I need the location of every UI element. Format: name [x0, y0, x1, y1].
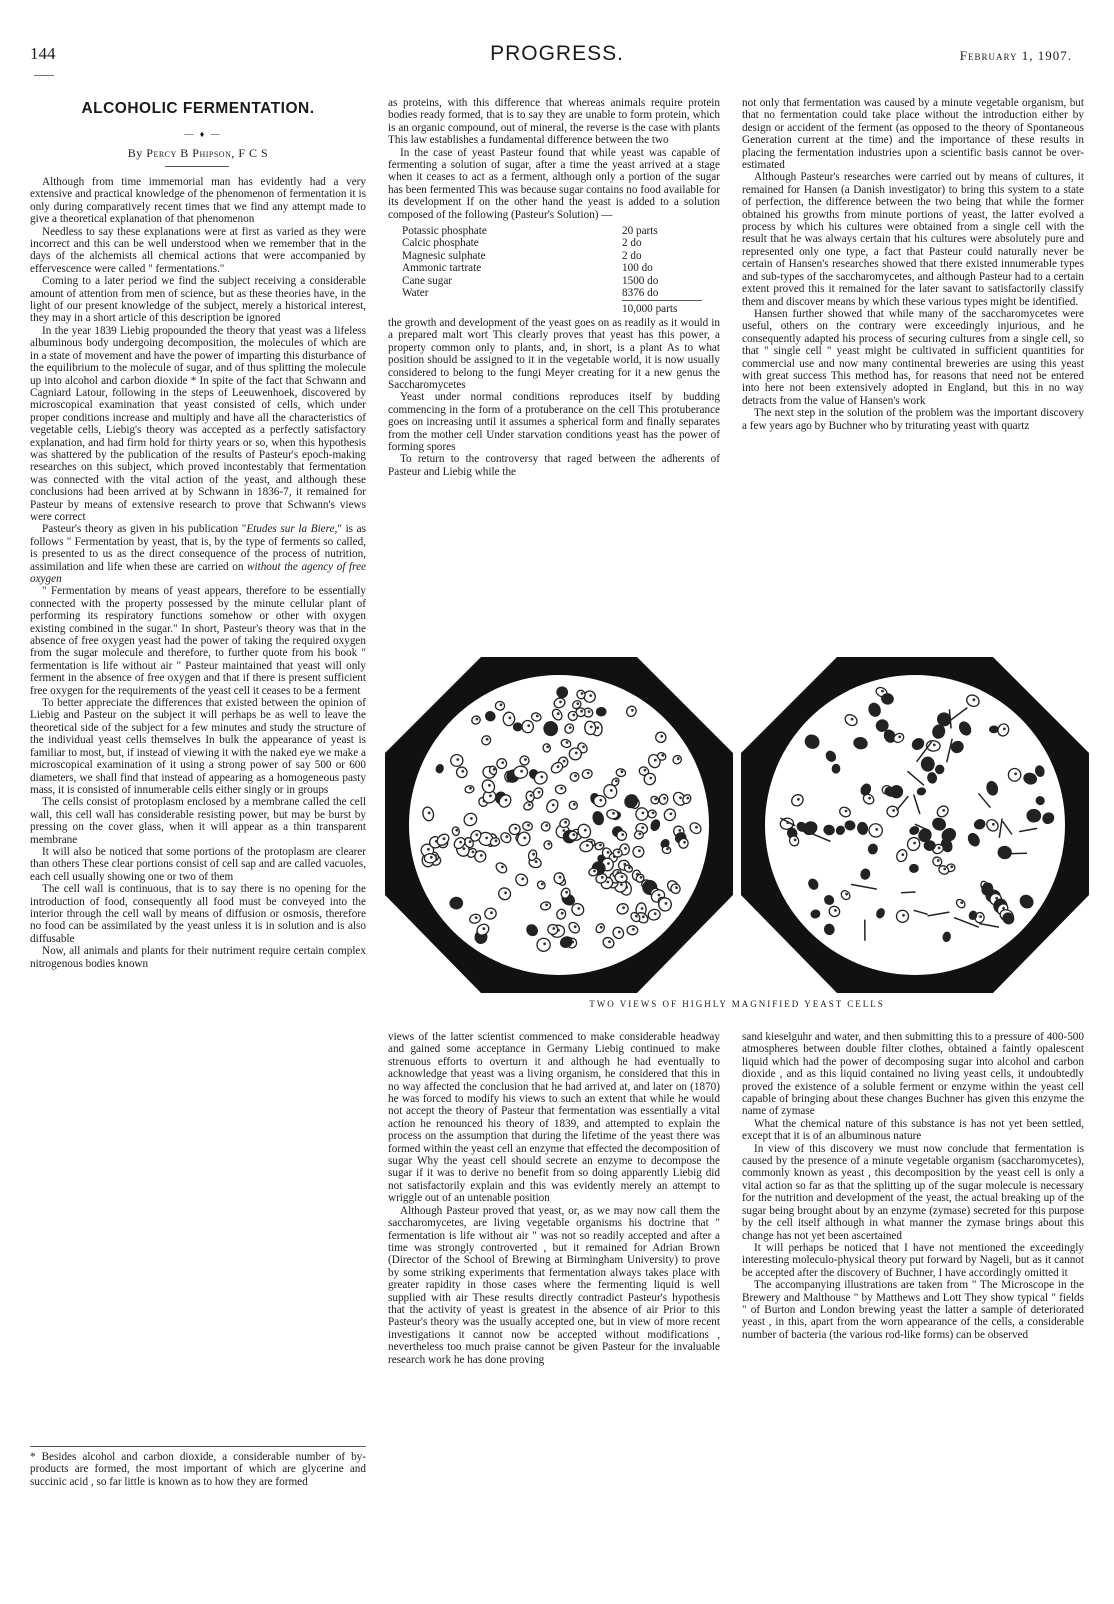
cell-vacuole [504, 891, 507, 894]
cell-vacuole [639, 833, 642, 836]
solution-row: Ammonic tartrate 100 do [402, 262, 653, 275]
solution-row: Magnesic sulphate 2 do [402, 249, 642, 262]
cell-vacuole [552, 804, 555, 807]
cell-vacuole [564, 821, 567, 824]
column-2-bottom [388, 1031, 720, 1366]
cell-vacuole [501, 761, 504, 764]
footnote-rule [30, 1446, 366, 1447]
cell-vacuole [581, 692, 584, 695]
cell-vacuole [540, 776, 543, 779]
cell-vacuole [455, 829, 458, 832]
cell-vacuole [845, 810, 848, 813]
cell-vacuole [695, 826, 698, 829]
cell-vacuole [475, 833, 478, 836]
cell-vacuole [628, 866, 631, 869]
pasteur-solution-table [402, 225, 702, 315]
cell-vacuole [501, 866, 504, 869]
cell-vacuole [635, 915, 638, 918]
cell-vacuole [572, 833, 575, 836]
cell-vacuole [509, 717, 512, 720]
cell-vacuole [661, 754, 664, 757]
cell-vacuole [476, 718, 479, 721]
cell-vacuole [552, 927, 555, 930]
cell-vacuole [679, 796, 682, 799]
column-3-bottom [742, 1031, 1084, 1341]
cell-vacuole [574, 775, 577, 778]
cell-vacuole [621, 875, 624, 878]
cell-vacuole [566, 741, 569, 744]
cell-vacuole [649, 777, 652, 780]
cell-vacuole [572, 714, 575, 717]
cell-vacuole [599, 799, 602, 802]
paragraph: Although from time immemorial man has evidently had a very extensive and practical knowledge of the phenomenon of fermentation it is only during comparatively recent times that we find any attempt made to give a theoretical explanation of that phenomenon [30, 176, 366, 226]
cell-vacuole [610, 789, 613, 792]
cell-vacuole [797, 798, 800, 801]
yeast-cell [555, 785, 565, 794]
cell-vacuole [881, 690, 884, 693]
cell-vacuole [538, 791, 541, 794]
cell-vacuole [612, 812, 615, 815]
cell-vacuole [443, 837, 446, 840]
paragraph: Yeast under normal conditions reproduces itself by budding commencing in the form of a protuberance on the cell This protuberance goes on increasing until it assumes a spherical form and finally separates from the mother cell Under starvation conditions yeast has the power of forming spores [388, 391, 720, 453]
yeast-cell [613, 849, 622, 857]
cell-vacuole [621, 770, 624, 773]
cell-vacuole [560, 787, 563, 790]
cell-vacuole [470, 817, 473, 820]
paragraph: The accompanying illustrations are taken from " The Microscope in the Brewery and Malthouse " by Matthews and Lott They show typical " fields " of Burton and London brewing yeast the latter a sample of deteriorated yeast , in this, apart from the worn appearance of the cells, a considerable number of bacteria (the various rod-like forms) can be observed [742, 1279, 1084, 1341]
title-ornament: — ♦ — [184, 129, 222, 139]
cell-vacuole [686, 797, 689, 800]
cell-vacuole [618, 931, 621, 934]
cell-vacuole [638, 849, 641, 852]
cell-vacuole [913, 842, 916, 845]
cell-vacuole [622, 906, 625, 909]
cell-vacuole [608, 940, 611, 943]
yeast-cell [635, 807, 648, 821]
cell-vacuole [563, 760, 566, 763]
paragraph: not only that fermentation was caused by a minute vegetable organism, but that no fermentation could take place without the introduction either by design or accident of the ferment (as opposed to the theory of Spontaneous Generation current at the time) and the importance of these results in placing the fermentation industries upon a scientific basis cannot be over-estimated [742, 97, 1084, 172]
cell-vacuole [469, 787, 472, 790]
cell-vacuole [660, 735, 663, 738]
cell-vacuole [427, 848, 430, 851]
cell-vacuole [683, 841, 686, 844]
cell-vacuole [587, 772, 590, 775]
cell-vacuole [527, 824, 530, 827]
cell-vacuole [677, 757, 680, 760]
cell-vacuole [565, 891, 568, 894]
cell-vacuole [663, 797, 666, 800]
yeast-cell [671, 884, 681, 894]
cell-vacuole [902, 914, 905, 917]
yeast-cell [526, 791, 535, 802]
paragraph: Now, all animals and plants for their nutriment require certain complex nitrogenous bodies known [30, 945, 366, 970]
cell-vacuole [559, 701, 562, 704]
cell-vacuole [875, 828, 878, 831]
yeast-figure [381, 655, 1093, 995]
paragraph: Coming to a later period we find the subject receiving a considerable amount of attention from men of science, but as these theories have, in the light of our present knowledge of the subject, merely a historical interest, they may in a short article of this description be ignored [30, 275, 366, 325]
paragraph: Needless to say these explanations were at first as varied as they were incorrect and this can be well understood when we remember that in the days of the alchemists all chemical actions that were accompanied by effervescence were called " fermentations." [30, 225, 366, 275]
paragraph: Although Pasteur's researches were carried out by means of cultures, it remained for Hansen (a Danish investigator) to bring this system to a state of perfection, the difference between the two being that while the former obtained his growths from minute portions of yeast, the latter evolved a process by which his cultures were obtained from a single cell with the result that he was always certain that his cultures were absolutely pure and represented only one type, a fact that Pasteur could naturally never be certain of Hansen's researches showed that there existed innumerable types and sub-types of the saccharomycetes, and although Pasteur had to a certain extent proved this it remained for the later savant to satisfactorily classify them and discover means by which these various types might be identified. [742, 171, 1084, 308]
cell-vacuole [586, 844, 589, 847]
cell-vacuole [582, 746, 585, 749]
cell-vacuole [621, 833, 624, 836]
cell-vacuole [536, 715, 539, 718]
page-header [0, 0, 1114, 80]
cell-vacuole [1002, 907, 1005, 910]
cell-vacuole [588, 710, 591, 713]
byline [30, 146, 366, 161]
cell-vacuole [631, 709, 634, 712]
issue-date: February 1, 1907. [959, 48, 1072, 63]
paragraph: sand kieselguhr and water, and then submitting this to a pressure of 400-500 atmospheres between double filter clothes, obtained a faintly opalescent liquid which had the power of decomposing sugar into alcohol and carbon dioxide , and as this liquid contained no living yeast cells, it undoubtedly proved the existence of a soluble ferment or enzyme within the yeast cell capable of bringing about these changes Buchner has given this enzyme the name of zymase [742, 1031, 1084, 1118]
cell-vacuole [589, 694, 592, 697]
page-number: 144 [30, 44, 56, 63]
cell-vacuole [559, 876, 562, 879]
cell-vacuole [607, 862, 610, 865]
yeast-cell [634, 831, 643, 840]
cell-vacuole [654, 912, 657, 915]
cell-vacuole [593, 870, 596, 873]
yeast-illustration [381, 655, 1093, 995]
yeast-cell [542, 743, 551, 752]
cell-vacuole [642, 812, 645, 815]
yeast-cell [881, 693, 893, 704]
footnote: * Besides alcohol and carbon dioxide, a considerable number of by-products are formed, the most important of which are glycerine and succinic acid , so far little is known as to how they are formed [30, 1451, 366, 1488]
author-name: Percy B Phipson, F C S [146, 146, 269, 160]
bacteria-rod [901, 892, 916, 893]
yeast-cell [495, 701, 505, 710]
cell-vacuole [562, 829, 565, 832]
cell-vacuole [943, 868, 946, 871]
cell-vacuole [541, 883, 544, 886]
cell-vacuole [642, 915, 645, 918]
cell-vacuole [514, 827, 517, 830]
solution-total: 10,000 parts [402, 300, 702, 315]
cell-vacuole [546, 746, 549, 749]
cell-vacuole [652, 812, 655, 815]
paragraph: The cell wall is continuous, that is to say there is no opening for the introduction of food, consequently all food must be conveyed into the interior through the cell wall by means of diffusion or osmosis, therefore no food can be assimilated by the yeast unless it is in solution and is also diffusable [30, 883, 366, 945]
paragraph: The cells consist of protoplasm enclosed by a membrane called the cell wall, this cell wall has considerable resisting power, but may be burst by pressing on the cover glass, when it will appear as a thin transparent membrane [30, 796, 366, 846]
cell-vacuole [600, 926, 603, 929]
cell-vacuole [577, 907, 580, 910]
cell-vacuole [548, 843, 551, 846]
cell-vacuole [641, 907, 644, 910]
cell-vacuole [640, 876, 643, 879]
cell-vacuole [892, 809, 895, 812]
paragraph: The next step in the solution of the problem was the important discovery a few years ago by Buchner who by triturating yeast with quartz [742, 407, 1084, 432]
cell-vacuole [670, 812, 673, 815]
paragraph: It will perhaps be noticed that I have not mentioned the exceedingly interesting moleculo-physical theory put forward by Nageli, but as it cannot be accepted after the discovery of Buchner, I have accordingly omitted it [742, 1241, 1084, 1279]
cell-vacuole [632, 928, 635, 931]
cell-vacuole [486, 738, 489, 741]
cell-vacuole [524, 758, 527, 761]
yeast-cell [921, 757, 935, 772]
cell-vacuole [561, 912, 564, 915]
yeast-cell [513, 723, 521, 731]
yeast-cell [832, 764, 840, 773]
cell-vacuole [599, 844, 602, 847]
cell-vacuole [950, 865, 953, 868]
yeast-cell [1027, 809, 1041, 823]
cell-vacuole [532, 853, 535, 856]
cell-vacuole [584, 829, 587, 832]
cell-vacuole [505, 799, 508, 802]
cell-vacuole [933, 744, 936, 747]
cell-vacuole [590, 726, 593, 729]
cell-vacuole [942, 809, 945, 812]
cell-vacuole [898, 736, 901, 739]
cell-vacuole [576, 702, 579, 705]
cell-vacuole [430, 856, 433, 859]
quote-pre: Pasteur's theory as given in his publication " [42, 523, 247, 536]
cell-vacuole [493, 768, 496, 771]
solution-row: Potassic phosphate 20 parts [402, 225, 658, 238]
cell-vacuole [615, 780, 618, 783]
cell-vacuole [480, 854, 483, 857]
cell-vacuole [617, 851, 620, 854]
paragraph: What the chemical nature of this substance is has not yet been settled, except that it is of an albuminous nature [742, 1117, 1084, 1143]
cell-vacuole [666, 848, 669, 851]
paragraph: To return to the controversy that raged between the adherents of Pasteur and Liebig while the [388, 453, 720, 478]
cell-vacuole [1014, 772, 1017, 775]
cell-vacuole [601, 876, 604, 879]
cell-vacuole [992, 823, 995, 826]
figure-caption: TWO VIEWS OF HIGHLY MAGNIFIED YEAST CELLS [589, 999, 885, 1009]
column-3-top [742, 97, 1084, 432]
cell-vacuole [1003, 728, 1006, 731]
cell-vacuole [459, 841, 462, 844]
yeast-cell [543, 840, 552, 849]
cell-vacuole [794, 839, 797, 842]
yeast-cell [450, 754, 463, 767]
cell-vacuole [644, 769, 647, 772]
cell-vacuole [937, 859, 940, 862]
yeast-cell [424, 854, 436, 863]
cell-vacuole [620, 883, 623, 886]
cell-vacuole [960, 901, 963, 904]
paragraph: " Fermentation by means of yeast appears, therefore to be essentially connected with the property possessed by the minute cellular plant of performing its respiratory functions somehow or other with oxygen existing combined in the sugar." In short, Pasteur's theory was that in the absence of free oxygen yeast had the power of taking the required oxygen from the sugar molecule and therefore, to further quote from his book " fermentation is life without air " Pasteur maintained that yeast will only ferment in the absence of free oxygen and that if there is present sufficient free oxygen for the requirements of the yeast cell it ceases to be a ferment [30, 585, 366, 697]
cell-vacuole [535, 860, 538, 863]
cell-vacuole [490, 911, 493, 914]
cell-vacuole [574, 925, 577, 928]
quote-italic: without the agency of free oxygen [30, 560, 367, 585]
yeast-cell [554, 873, 565, 884]
solution-row: Cane sugar 1500 do [402, 274, 659, 287]
cell-vacuole [461, 770, 464, 773]
cell-vacuole [834, 909, 837, 912]
yeast-cell [627, 926, 638, 935]
cell-vacuole [596, 726, 599, 729]
yeast-cell [521, 720, 533, 733]
solution-row: Calcic phosphate 2 do [402, 237, 642, 250]
cell-vacuole [528, 804, 531, 807]
article-title: ALCOHOLIC FERMENTATION. [81, 100, 315, 117]
column-1 [30, 176, 366, 970]
cell-vacuole [475, 916, 478, 919]
yeast-cell [924, 841, 935, 851]
cell-vacuole [658, 894, 661, 897]
cell-vacuole [665, 902, 668, 905]
cell-vacuole [575, 752, 578, 755]
cell-vacuole [557, 765, 560, 768]
paragraph: In the year 1839 Liebig propounded the theory that yeast was a lifeless albuminous body undergoing decomposition, the molecules of which are in a state of movement and have the power of imparting this disturbance of the equilibrium to the molecule of sugar, and of thus splitting the molecule up into alcohol and carbon dioxide * In spite of the fact that Schwann and Cagniard Latour, following in the steps of Leeuwenhoek, discovered by microscopical examination that yeast consisted of cells, which under proper conditions increase and multiply and have all the characteristics of vegetable cells, Liebig's theory was accepted as a perfectly satisfactory explanation, and had firm hold for thirty years or so, when this hypothesis was shattered by the publication of the results of Pasteur's epoch-making researches on this subject, which proved incontestably that fermentation was connected with the vital action of the yeast, and although these conclusions had been arrived at by Schwann in 1836-7, it remained for Pasteur by means of extensive research to prove that Schwann's views were correct [30, 324, 366, 523]
pasteur-quote-paragraph [30, 523, 366, 585]
quote-mid: " is as follows " Fermentation by yeast, that is, by the type of ferments so called, is presented to us as the direct consequence of the process of nutrition, assimilation and life when these are carried on [30, 523, 367, 573]
cell-vacuole [557, 712, 560, 715]
cell-vacuole [569, 726, 572, 729]
yeast-cell [909, 864, 918, 873]
cell-vacuole [979, 915, 982, 918]
cell-vacuole [607, 881, 610, 884]
cell-vacuole [472, 851, 475, 854]
cell-vacuole [973, 698, 976, 701]
cell-vacuole [938, 847, 941, 850]
yeast-cell [596, 707, 606, 716]
cell-vacuole [485, 837, 488, 840]
cell-vacuole [500, 703, 503, 706]
paragraph: views of the latter scientist commenced to make considerable headway and gained some acceptance in Germany Liebig continued to make strenuous efforts to overturn it and although he had eventually to acknowledge that yeast was a living organism, he considered that this in no way affected the conclusion that he had arrived at, and later on (1870) he was forced to modify his views to such an extent that while he would not accept the theory of Pasteur that fermentation was essentially a vital action he renounced his theory of 1839, and attempted to explain the process on the assumption that during the lifetime of the yeast there was formed within the yeast cell an enzyme that effected the decomposition of sugar Why the yeast cell should secrete an enzyme to decompose the sugar if it was to derive no benefit from so doing apparently Liebig did not satisfactorily explain and this was evidently merely an attempt to wriggle out of an untenable position [388, 1031, 720, 1205]
paragraph: the growth and development of the yeast goes on as readily as it would in a prepared malt wort This clearly proves that yeast has this power, a property common only to plants, and, in short, is a plant As to what position should be assigned to it in the vegetable world, it is now usually considered to belong to the fungi Meyer creating for it a new genus the Saccharomycetes [388, 316, 720, 391]
paragraph: It will also be noticed that some portions of the protoplasm are clearer than others These clear portions consist of cell sap and are called vacuoles, each cell usually showing one or two of them [30, 845, 366, 883]
cell-vacuole [573, 803, 576, 806]
cell-vacuole [527, 724, 530, 727]
paragraph: Although Pasteur proved that yeast, or, as we may now call them the saccharomycetes, are living vegetable organisms his doctrine that " fermentation is life without air " was not so readily accepted and after a time was strongly controverted , but it remained for Adrian Brown (Director of the School of Brewing at Birmingham University) to prove by some striking experiments that fermentation always takes place with greater rapidity in those cases where the fermenting liquid is well supplied with air These results directly contradict Pasteur's hypothesis that the activity of yeast is greatest in the absence of air Prior to this Pasteur's theory was the usually accepted one, but in view of more recent investigations it cannot now be accepted without modifications , nevertheless too much praise cannot be given Pasteur for the invaluable research work he has done proving [388, 1204, 720, 1366]
book-title: Etudes sur la Biere, [246, 523, 338, 536]
yeast-cell [509, 824, 521, 835]
cell-vacuole [654, 759, 657, 762]
yeast-cell [989, 726, 998, 733]
paragraph: In the case of yeast Pasteur found that while yeast was capable of fermenting a solution of sugar, after a time the yeast arrived at a stage when it ceases to act as a ferment, although only a portion of the sugar has been fermented This was because sugar contains no food available for its development If on the other hand the yeast is added to a solution composed of the following (Pasteur's Solution) — [388, 146, 720, 221]
byline-rule [165, 166, 229, 167]
paragraph: To better appreciate the differences that existed between the opinion of Liebig and Pasteur on the subject it will perhaps be as well to leave the theoretical side of the subject for a few minutes and study the structure of the individual yeast cells themselves In bulk the appearance of yeast is familiar to most, but, if instead of viewing it with the naked eye we make a microscopical examination of it using a strong power of say 500 or 600 diameters, we shall find that instead of appearing as a homogeneous pasty mass, it is consisted of innumerable cells either singly or in groups [30, 697, 366, 796]
cell-vacuole [845, 893, 848, 896]
cell-vacuole [545, 824, 548, 827]
solution-row: Water 8376 do [402, 287, 659, 300]
yeast-cell [1008, 768, 1021, 781]
yeast-cell [474, 850, 486, 862]
cell-vacuole [489, 794, 492, 797]
cell-vacuole [543, 942, 546, 945]
cell-vacuole [463, 847, 466, 850]
cell-vacuole [641, 826, 644, 829]
cell-vacuole [523, 837, 526, 840]
cell-vacuole [851, 718, 854, 721]
cell-vacuole [580, 710, 583, 713]
publication-title: PROGRESS. [490, 42, 624, 65]
cell-vacuole [868, 797, 871, 800]
cell-vacuole [506, 835, 509, 838]
cell-vacuole [624, 847, 627, 850]
cell-vacuole [545, 904, 548, 907]
header-rule [34, 75, 54, 76]
cell-vacuole [456, 758, 459, 761]
cell-vacuole [530, 794, 533, 797]
column-2-top [388, 97, 720, 478]
cell-vacuole [488, 784, 491, 787]
byline-prefix: By [127, 146, 143, 160]
cell-vacuole [607, 851, 610, 854]
paragraph: Hansen further showed that while many of the saccharomycetes were useful, others on the contrary were exceedingly injurious, and he consequently adapted his process of securing cultures from a single cell, so that " single cell " yeast might be cultivated in sufficient quantities for commercial use and now many continental breweries are using this yeast with great success This method has, for reasons that need not be entered into here not been extensively adopted in England, but this in no way detracts from the value of Hansen's work [742, 307, 1084, 407]
yeast-cell [450, 897, 463, 909]
cell-vacuole [675, 886, 678, 889]
paragraph: In view of this discovery we must now conclude that fermentation is caused by the presence of a minute vegetable organism (saccharomycetes), commonly known as yeast , this decomposition by the yeast cell is only a vital action so far as that the splitting up of the sugar molecule is necessary for the nutrition and development of the yeast, the actual breaking up of the sugar being brought about by an enzyme (zymase) secreted for this purpose by the cell itself although in what manner the zymase brings about this change has not yet been ascertained [742, 1142, 1084, 1242]
cell-vacuole [521, 878, 524, 881]
cell-vacuole [520, 770, 523, 773]
cell-vacuole [495, 840, 498, 843]
cell-vacuole [901, 853, 904, 856]
cell-vacuole [469, 840, 472, 843]
cell-vacuole [428, 812, 431, 815]
cell-vacuole [483, 927, 486, 930]
cell-vacuole [654, 798, 657, 801]
paragraph: as proteins, with this difference that whereas animals require protein bodies ready formed, that is to say they are unable to form protein, which is an organic compound, out of mineral, the reverse is the case with plants This law establishes a fundamental difference between the two [388, 97, 720, 147]
cell-vacuole [678, 829, 681, 832]
yeast-cell [503, 712, 515, 726]
